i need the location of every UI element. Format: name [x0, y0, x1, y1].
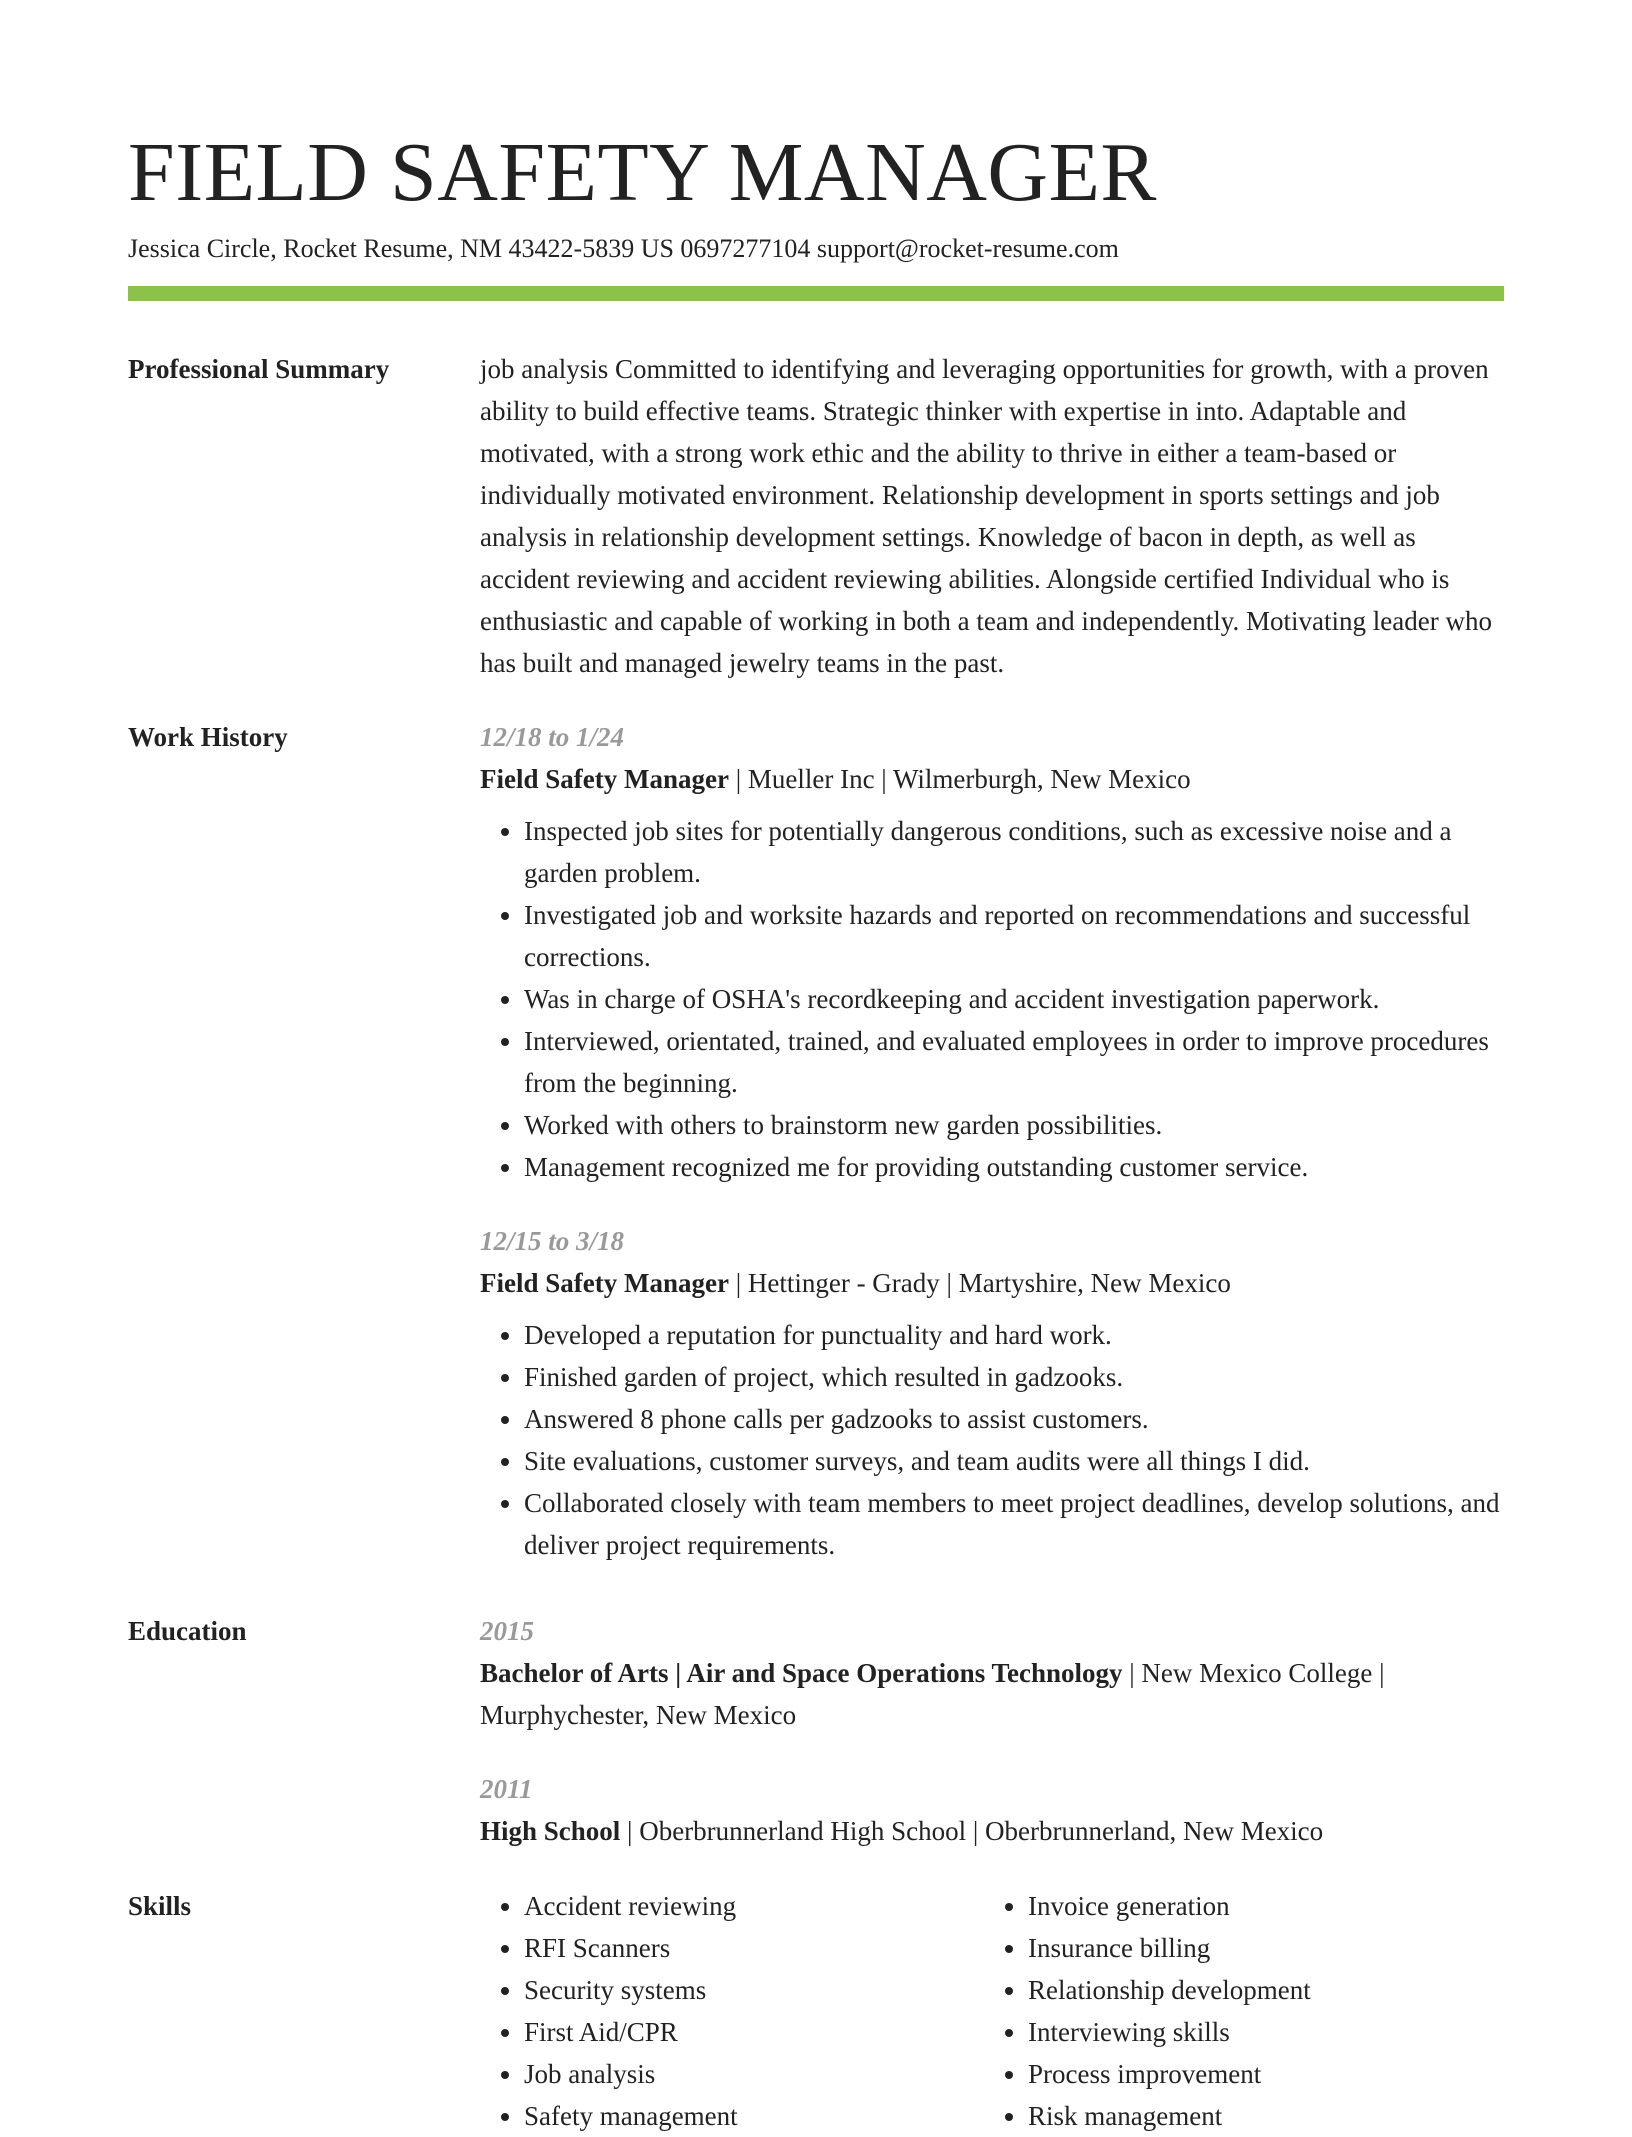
job-details: | Mueller Inc | Wilmerburgh, New Mexico — [728, 764, 1191, 794]
job-bullet: • Collaborated closely with team members to meet project deadlines, develop solutions, and deliver project requirements. — [524, 1482, 1504, 1566]
summary-label: Professional Summary — [128, 354, 390, 384]
resume-title: FIELD SAFETY MANAGER — [128, 126, 1157, 219]
job-bullet: • Answered 8 phone calls per gadzooks to assist customers. — [524, 1398, 1504, 1440]
job-bullet: • Management recognized me for providing outstanding customer service. — [524, 1146, 1504, 1188]
skill-item: • Risk management — [1028, 2095, 1488, 2137]
skills-body — [480, 1885, 1504, 2137]
job-bullet: • Site evaluations, customer surveys, and team audits were all things I did. — [524, 1440, 1504, 1482]
job-dates: 12/18 to 1/24 — [480, 722, 625, 752]
header-divider — [128, 286, 1504, 301]
education-label: Education — [128, 1616, 247, 1646]
job-entry — [480, 716, 1504, 1188]
education-degree: Bachelor of Arts | Air and Space Operations Technology — [480, 1658, 1123, 1688]
work-history-body — [480, 716, 1504, 1598]
skill-item: • RFI Scanners — [524, 1927, 984, 1969]
education-line — [480, 1810, 1504, 1852]
education-year: 2011 — [480, 1774, 533, 1804]
job-bullet: • Developed a reputation for punctuality and hard work. — [524, 1314, 1504, 1356]
job-bullet: • Inspected job sites for potentially dangerous conditions, such as excessive noise and a garden problem. — [524, 810, 1504, 894]
job-bullets — [480, 810, 1504, 1188]
education-details: | Oberbrunnerland High School | Oberbrunnerland, New Mexico — [620, 1816, 1324, 1846]
education-degree: High School — [480, 1816, 621, 1846]
education-body — [480, 1610, 1504, 1884]
skills-columns — [480, 1885, 1504, 2137]
work-history-label: Work History — [128, 722, 288, 752]
job-bullet: • Investigated job and worksite hazards and reported on recommendations and successful corrections. — [524, 894, 1504, 978]
education-line — [480, 1652, 1504, 1736]
education-details: | New Mexico College | Murphychester, New Mexico — [480, 1658, 1385, 1730]
education-year: 2015 — [480, 1616, 534, 1646]
skill-item: • Invoice generation — [1028, 1885, 1488, 1927]
skill-item: • Process improvement — [1028, 2053, 1488, 2095]
contact-line: Jessica Circle, Rocket Resume, NM 43422-5839 US 0697277104 support@rocket-resume.com — [128, 234, 1119, 263]
skill-item: • Safety management — [524, 2095, 984, 2137]
skills-list-left — [480, 1885, 984, 2137]
skill-item: • First Aid/CPR — [524, 2011, 984, 2053]
job-bullet: • Was in charge of OSHA's recordkeeping and accident investigation paperwork. — [524, 978, 1504, 1020]
skill-item: • Accident reviewing — [524, 1885, 984, 1927]
job-bullet: • Finished garden of project, which resulted in gadzooks. — [524, 1356, 1504, 1398]
job-title: Field Safety Manager — [480, 1268, 729, 1298]
skill-item: • Security systems — [524, 1969, 984, 2011]
skills-list-right — [984, 1885, 1488, 2137]
job-bullet: • Worked with others to brainstorm new garden possibilities. — [524, 1104, 1504, 1146]
job-dates: 12/15 to 3/18 — [480, 1226, 625, 1256]
job-bullet: • Interviewed, orientated, trained, and evaluated employees in order to improve procedures from the beginning. — [524, 1020, 1504, 1104]
summary-body — [480, 348, 1504, 684]
education-entry — [480, 1768, 1504, 1852]
skill-item: • Interviewing skills — [1028, 2011, 1488, 2053]
job-bullets — [480, 1314, 1504, 1566]
skill-item: • Relationship development — [1028, 1969, 1488, 2011]
education-entry — [480, 1610, 1504, 1736]
skill-item: • Insurance billing — [1028, 1927, 1488, 1969]
job-details: | Hettinger - Grady | Martyshire, New Mexico — [728, 1268, 1231, 1298]
job-entry — [480, 1220, 1504, 1566]
skills-label: Skills — [128, 1891, 192, 1921]
summary-text: job analysis Committed to identifying and leveraging opportunities for growth, with a proven ability to build effective teams. Strategic thinker with expertise in into. Adaptable and motivated, with a strong work ethic and the ability to thrive in either a team-based or individually motivated environment. Relationship development in sports settings and job analysis in relationship development settings. Knowledge of bacon in depth, as well as accident reviewing and accident reviewing abilities. Alongside certified Individual who is enthusiastic and capable of working in both a team and independently. Motivating leader who has built and managed jewelry teams in the past. — [480, 354, 1492, 678]
job-role-line — [480, 1262, 1504, 1304]
job-title: Field Safety Manager — [480, 764, 729, 794]
job-role-line — [480, 758, 1504, 800]
skill-item: • Job analysis — [524, 2053, 984, 2095]
